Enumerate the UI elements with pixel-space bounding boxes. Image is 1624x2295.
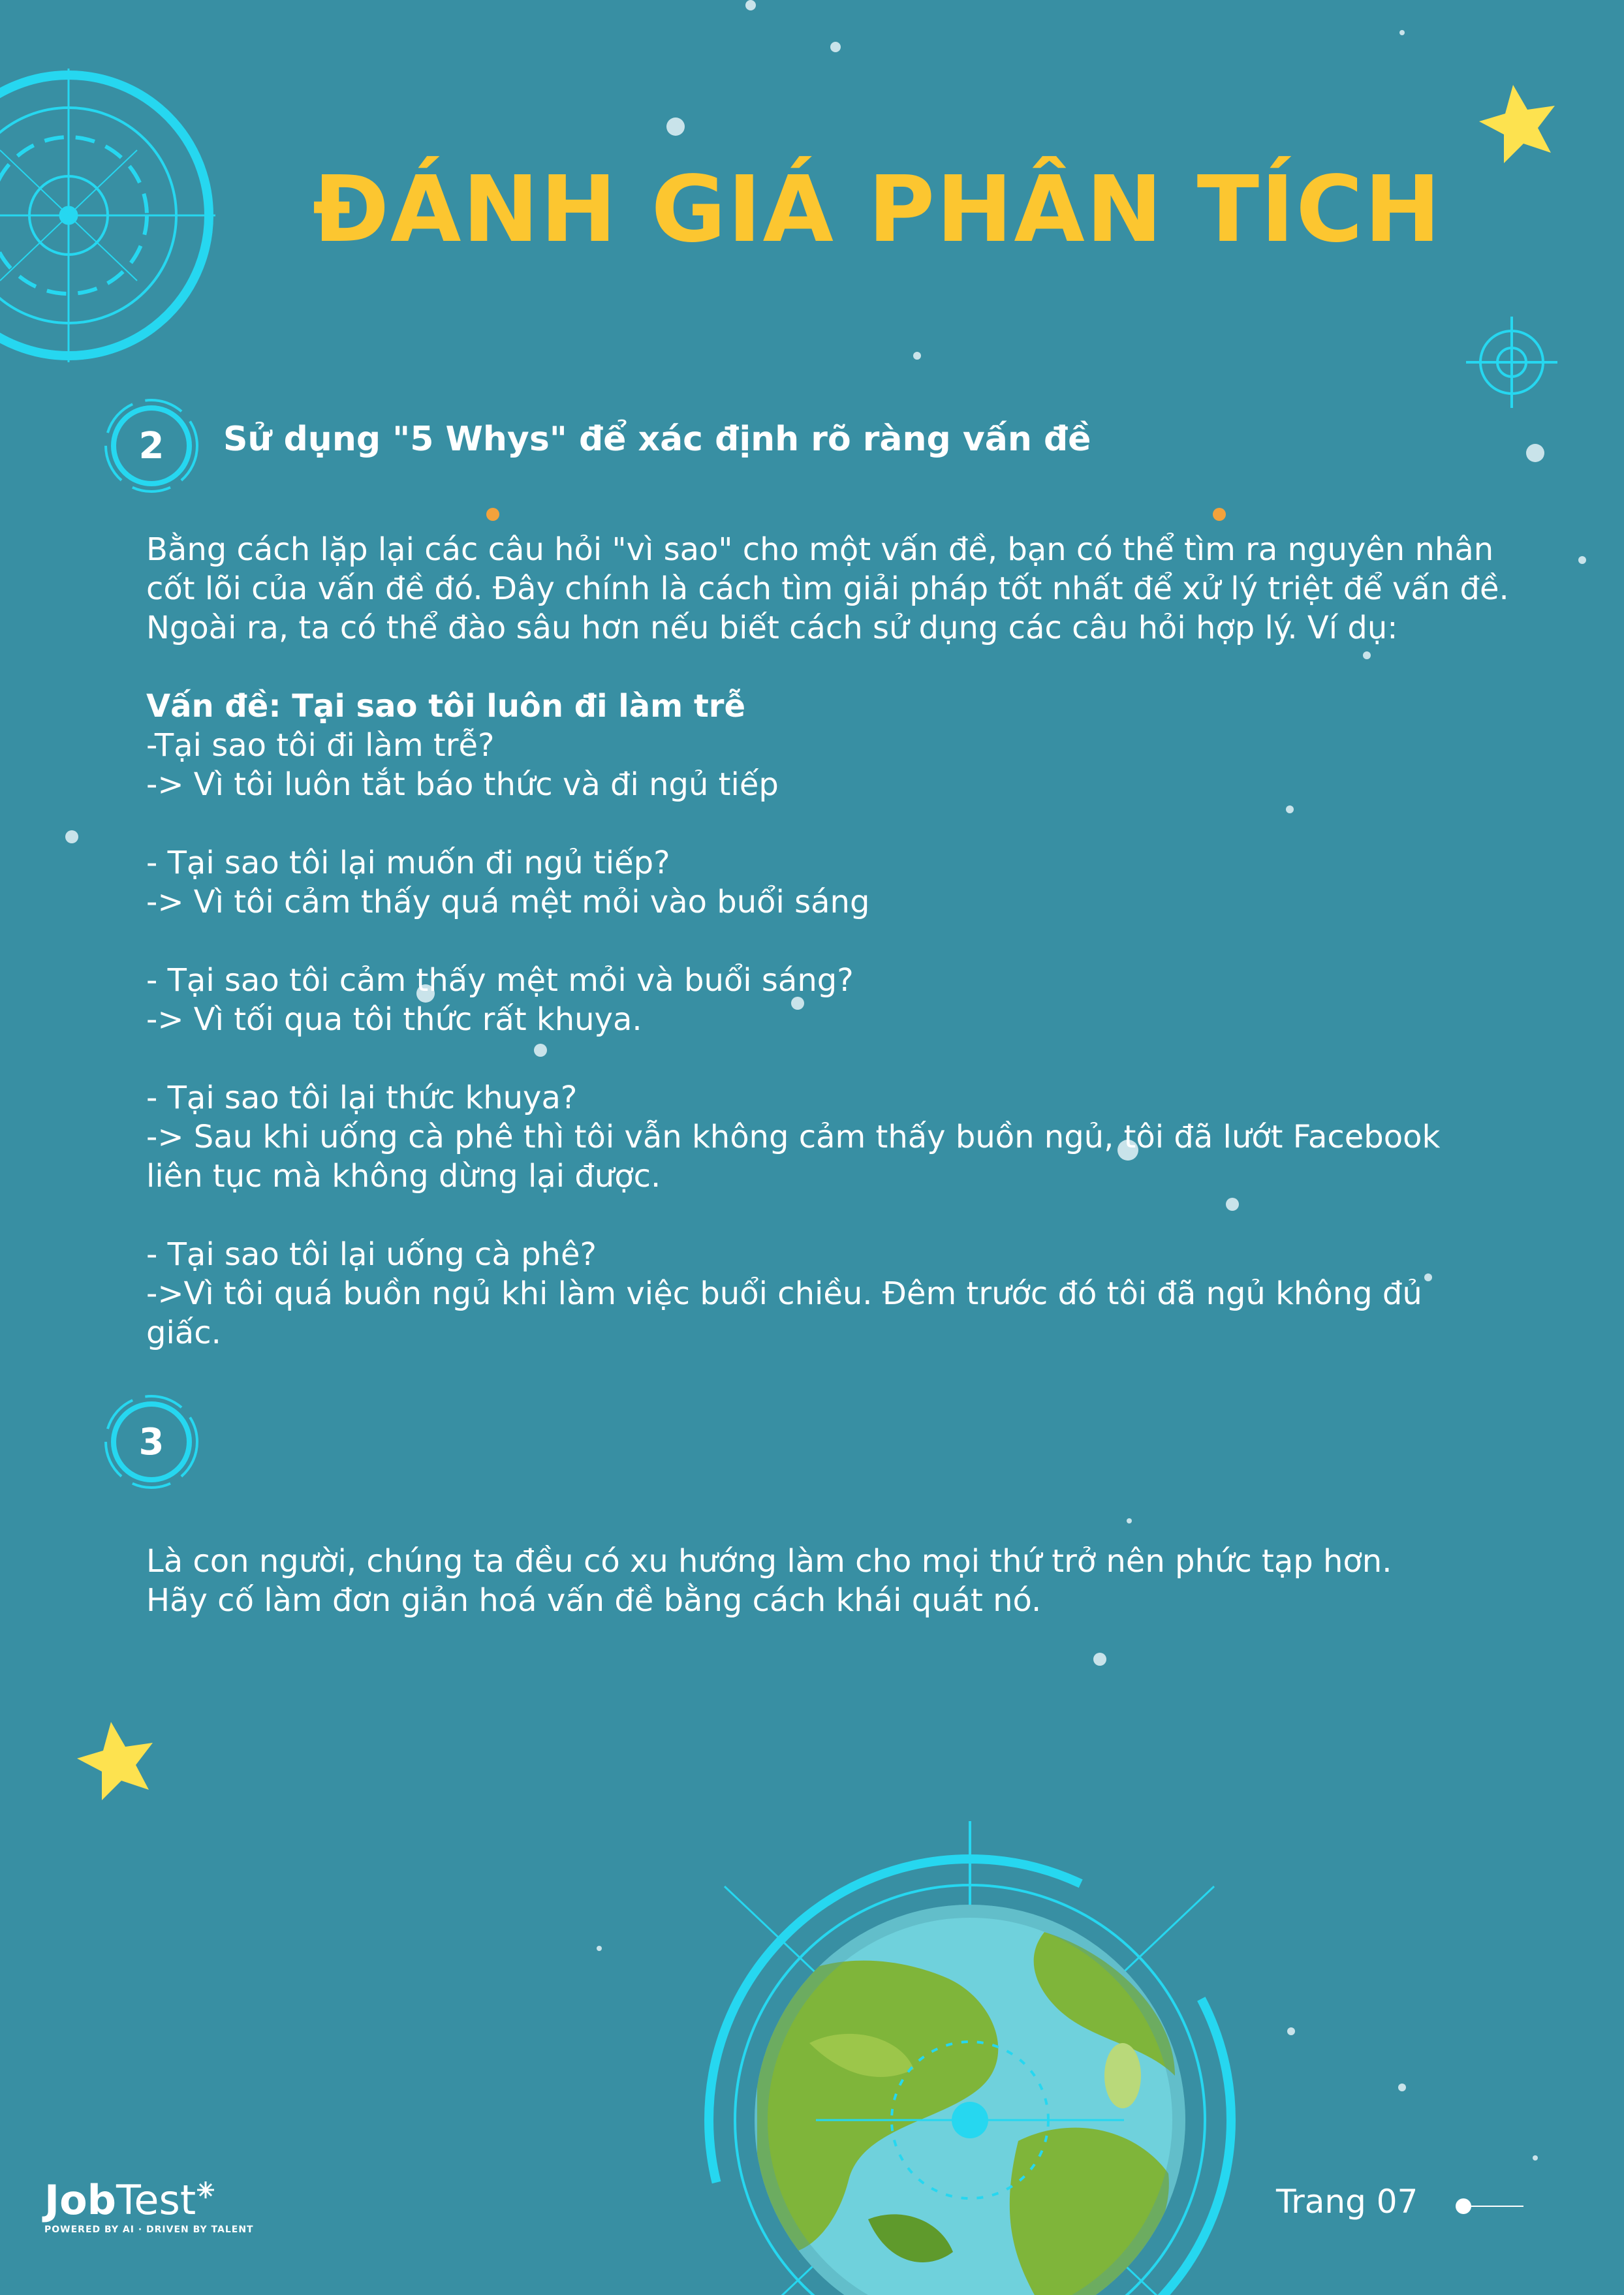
star-dot-icon xyxy=(1093,1653,1106,1666)
intro-line: Bằng cách lặp lại các câu hỏi "vì sao" cho một vấn đề, bạn có thể tìm ra nguyên nhân xyxy=(146,531,1494,568)
section-3-line: Hãy cố làm đơn giản hoá vấn đề bằng cách khái quát nó. xyxy=(146,1582,1042,1619)
section-3-line: Là con người, chúng ta đều có xu hướng làm cho mọi thứ trở nên phức tạp hơn. xyxy=(146,1543,1392,1580)
yellow-star-icon xyxy=(77,1722,153,1800)
page-title: ĐÁNH GIÁ PHÂN TÍCH xyxy=(312,157,1443,263)
star-dot-icon xyxy=(745,0,756,10)
crosshair-icon xyxy=(1466,317,1557,408)
accent-dot-icon xyxy=(1213,508,1226,521)
why-answer-5-line: giấc. xyxy=(146,1315,221,1351)
page-marker-dot-icon xyxy=(1456,2198,1471,2214)
logo-job: Job xyxy=(44,2176,117,2224)
star-dot-icon xyxy=(1533,2155,1538,2161)
star-dot-icon xyxy=(830,42,841,52)
planet-icon xyxy=(709,1821,1231,2295)
why-answer-3: -> Vì tối qua tôi thức rất khuya. xyxy=(146,1001,642,1038)
star-dot-icon xyxy=(1526,444,1544,462)
jobtest-logo xyxy=(44,2176,254,2235)
logo-test: Test xyxy=(116,2176,196,2224)
section-3-body xyxy=(146,1542,1550,1620)
logo-tagline: POWERED BY AI · DRIVEN BY TALENT xyxy=(44,2225,254,2235)
why-answer-5-line: ->Vì tôi quá buồn ngủ khi làm việc buổi chiều. Đêm trước đó tôi đã ngủ không đủ xyxy=(146,1275,1422,1312)
star-dot-icon xyxy=(1398,2084,1406,2091)
why-answer-2: -> Vì tôi cảm thấy quá mệt mỏi vào buổi sáng xyxy=(146,884,870,920)
intro-line: cốt lõi của vấn đề đó. Đây chính là cách tìm giải pháp tốt nhất để xử lý triệt để vấn đề. xyxy=(146,570,1509,607)
section-number-2: 2 xyxy=(138,424,164,467)
why-answer-4-line: liên tục mà không dừng lại được. xyxy=(146,1158,661,1194)
logo-wordmark xyxy=(44,2176,254,2224)
why-answer-1: -> Vì tôi luôn tắt báo thức và đi ngủ tiếp xyxy=(146,766,779,803)
section-number-3: 3 xyxy=(138,1420,164,1463)
why-question-3: - Tại sao tôi cảm thấy mệt mỏi và buổi sáng? xyxy=(146,962,854,999)
star-dot-icon xyxy=(666,117,685,136)
yellow-star-icon xyxy=(1479,85,1555,163)
section-2-body xyxy=(146,530,1550,1352)
problem-statement: Vấn đề: Tại sao tôi luôn đi làm trễ xyxy=(146,688,746,725)
accent-dot-icon xyxy=(486,508,499,521)
star-dot-icon xyxy=(597,1946,602,1951)
star-dot-icon xyxy=(65,830,78,843)
star-dot-icon xyxy=(1287,2027,1295,2035)
why-question-5: - Tại sao tôi lại uống cà phê? xyxy=(146,1236,597,1273)
star-dot-icon xyxy=(1127,1518,1132,1523)
intro-line: Ngoài ra, ta có thể đào sâu hơn nếu biết cách sử dụng các câu hỏi hợp lý. Ví dụ: xyxy=(146,610,1398,646)
sparkle-icon xyxy=(196,2180,215,2200)
page-number: Trang 07 xyxy=(1276,2183,1418,2221)
why-question-4: - Tại sao tôi lại thức khuya? xyxy=(146,1080,578,1116)
why-answer-4-line: -> Sau khi uống cà phê thì tôi vẫn không cảm thấy buồn ngủ, tôi đã lướt Facebook xyxy=(146,1119,1441,1155)
star-dot-icon xyxy=(913,352,921,360)
star-dot-icon xyxy=(1399,30,1405,35)
section-2-heading: Sử dụng "5 Whys" để xác định rõ ràng vấn đề xyxy=(223,420,1091,459)
why-question-1: -Tại sao tôi đi làm trễ? xyxy=(146,727,495,764)
why-question-2: - Tại sao tôi lại muốn đi ngủ tiếp? xyxy=(146,845,670,881)
star-dot-icon xyxy=(1578,556,1586,564)
page-marker-line xyxy=(1471,2206,1523,2207)
